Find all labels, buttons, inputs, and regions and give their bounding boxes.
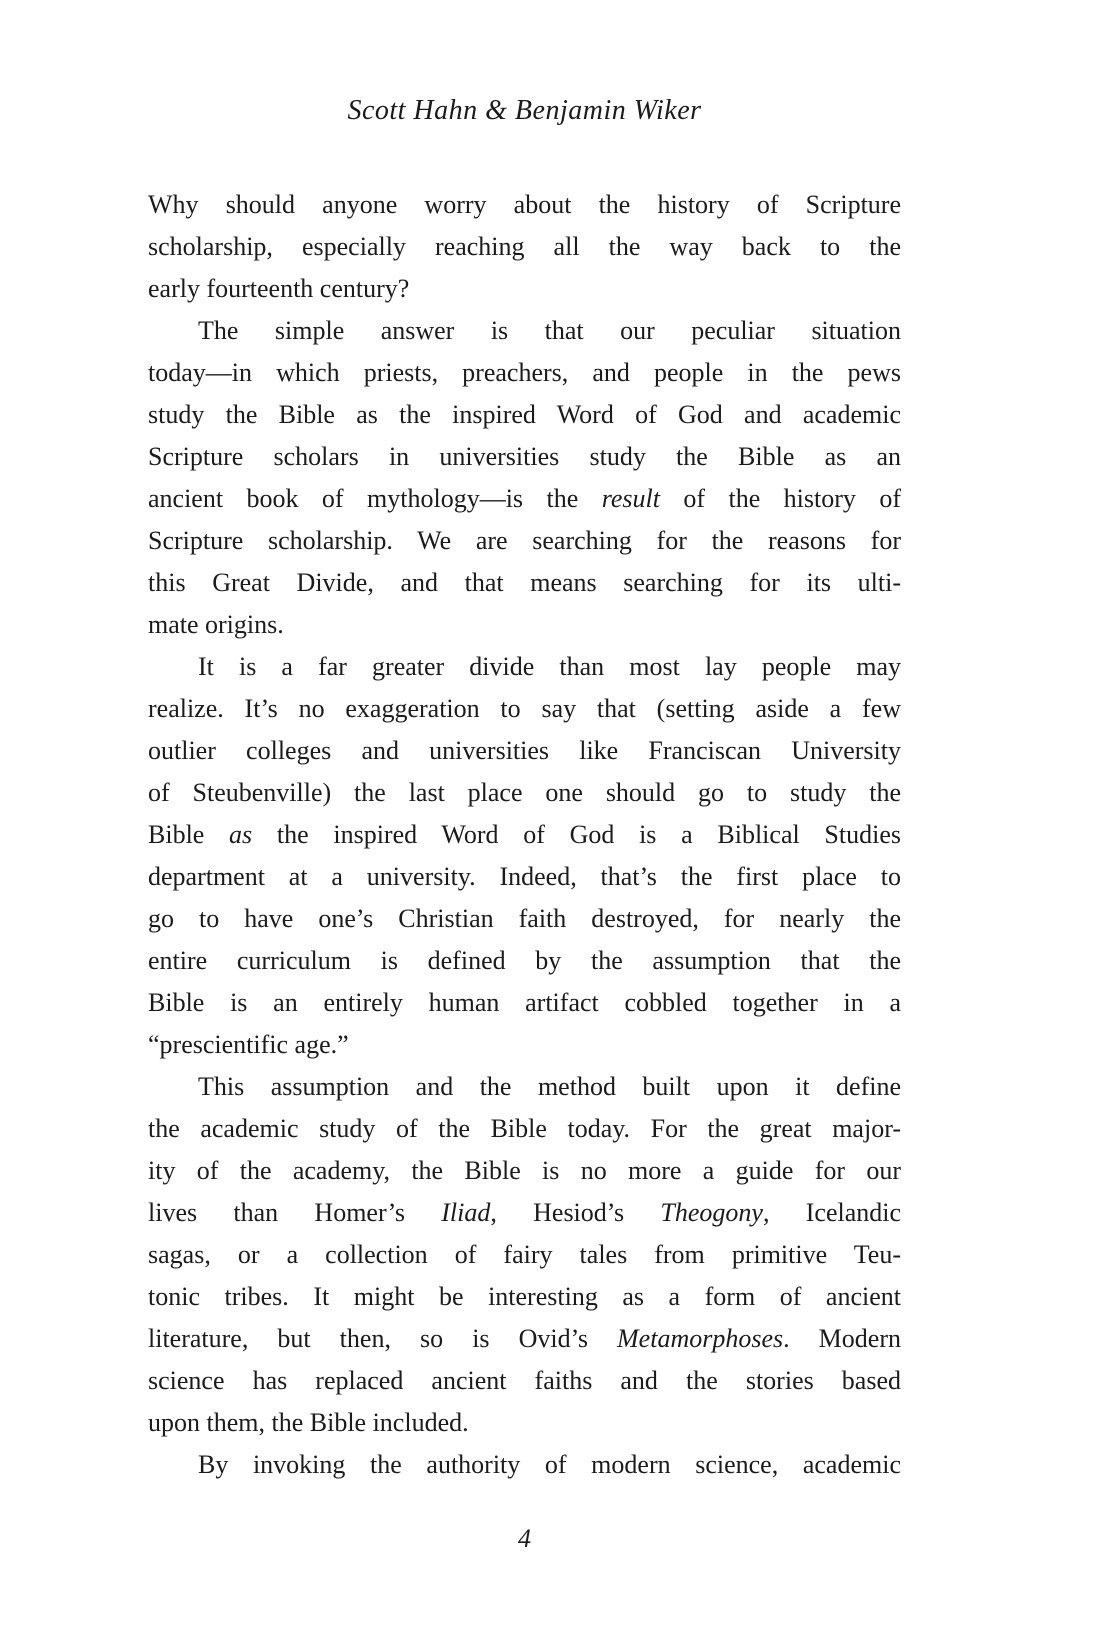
text-line: study the Bible as the inspired Word of God and academic [148, 400, 901, 429]
text-line: By invoking the authority of modern science, academic [198, 1450, 901, 1479]
text-line: Scripture scholars in universities study the Bible as an [148, 442, 901, 471]
text-line: today—in which priests, preachers, and people in the pews [148, 358, 901, 387]
text-line: science has replaced ancient faiths and the stories based [148, 1366, 901, 1395]
text-line: Scripture scholarship. We are searching for the reasons for [148, 526, 901, 555]
text-line: go to have one’s Christian faith destroyed, for nearly the [148, 904, 901, 933]
running-header: Scott Hahn & Benjamin Wiker [347, 95, 702, 126]
text-line: ity of the academy, the Bible is no more a guide for our [148, 1156, 901, 1185]
text-line: tonic tribes. It might be interesting as a form of ancient [148, 1282, 901, 1311]
text-line: entire curriculum is defined by the assumption that the [148, 946, 901, 975]
text-line: Why should anyone worry about the history of Scripture [148, 190, 901, 219]
text-line: “prescientific age.” [148, 1030, 349, 1059]
text-line: department at a university. Indeed, that’s the first place to [148, 862, 901, 891]
text-line: This assumption and the method built upon it define [198, 1072, 901, 1101]
text-line: The simple answer is that our peculiar situation [198, 316, 901, 345]
text-line: upon them, the Bible included. [148, 1408, 469, 1437]
text-line: sagas, or a collection of fairy tales from primitive Teu- [148, 1240, 901, 1269]
text-line: scholarship, especially reaching all the way back to the [148, 232, 901, 261]
text-line: of Steubenville) the last place one should go to study the [148, 778, 901, 807]
text-line: outlier colleges and universities like Franciscan University [148, 736, 901, 765]
text-line: mate origins. [148, 610, 284, 639]
text-line: this Great Divide, and that means searching for its ulti- [148, 568, 901, 597]
text-line: It is a far greater divide than most lay people may [198, 652, 901, 681]
text-line: ancient book of mythology—is the result of the history of [148, 484, 901, 513]
text-line: realize. It’s no exaggeration to say that (setting aside a few [148, 694, 901, 723]
text-line: early fourteenth century? [148, 274, 410, 303]
body-text [148, 184, 901, 1486]
text-line: literature, but then, so is Ovid’s Metamorphoses. Modern [148, 1324, 901, 1353]
text-line: lives than Homer’s Iliad, Hesiod’s Theogony, Icelandic [148, 1198, 901, 1227]
text-line: the academic study of the Bible today. For the great major- [148, 1114, 901, 1143]
text-line: Bible as the inspired Word of God is a Biblical Studies [148, 820, 901, 849]
page-number: 4 [518, 1524, 531, 1553]
text-line: Bible is an entirely human artifact cobbled together in a [148, 988, 901, 1017]
